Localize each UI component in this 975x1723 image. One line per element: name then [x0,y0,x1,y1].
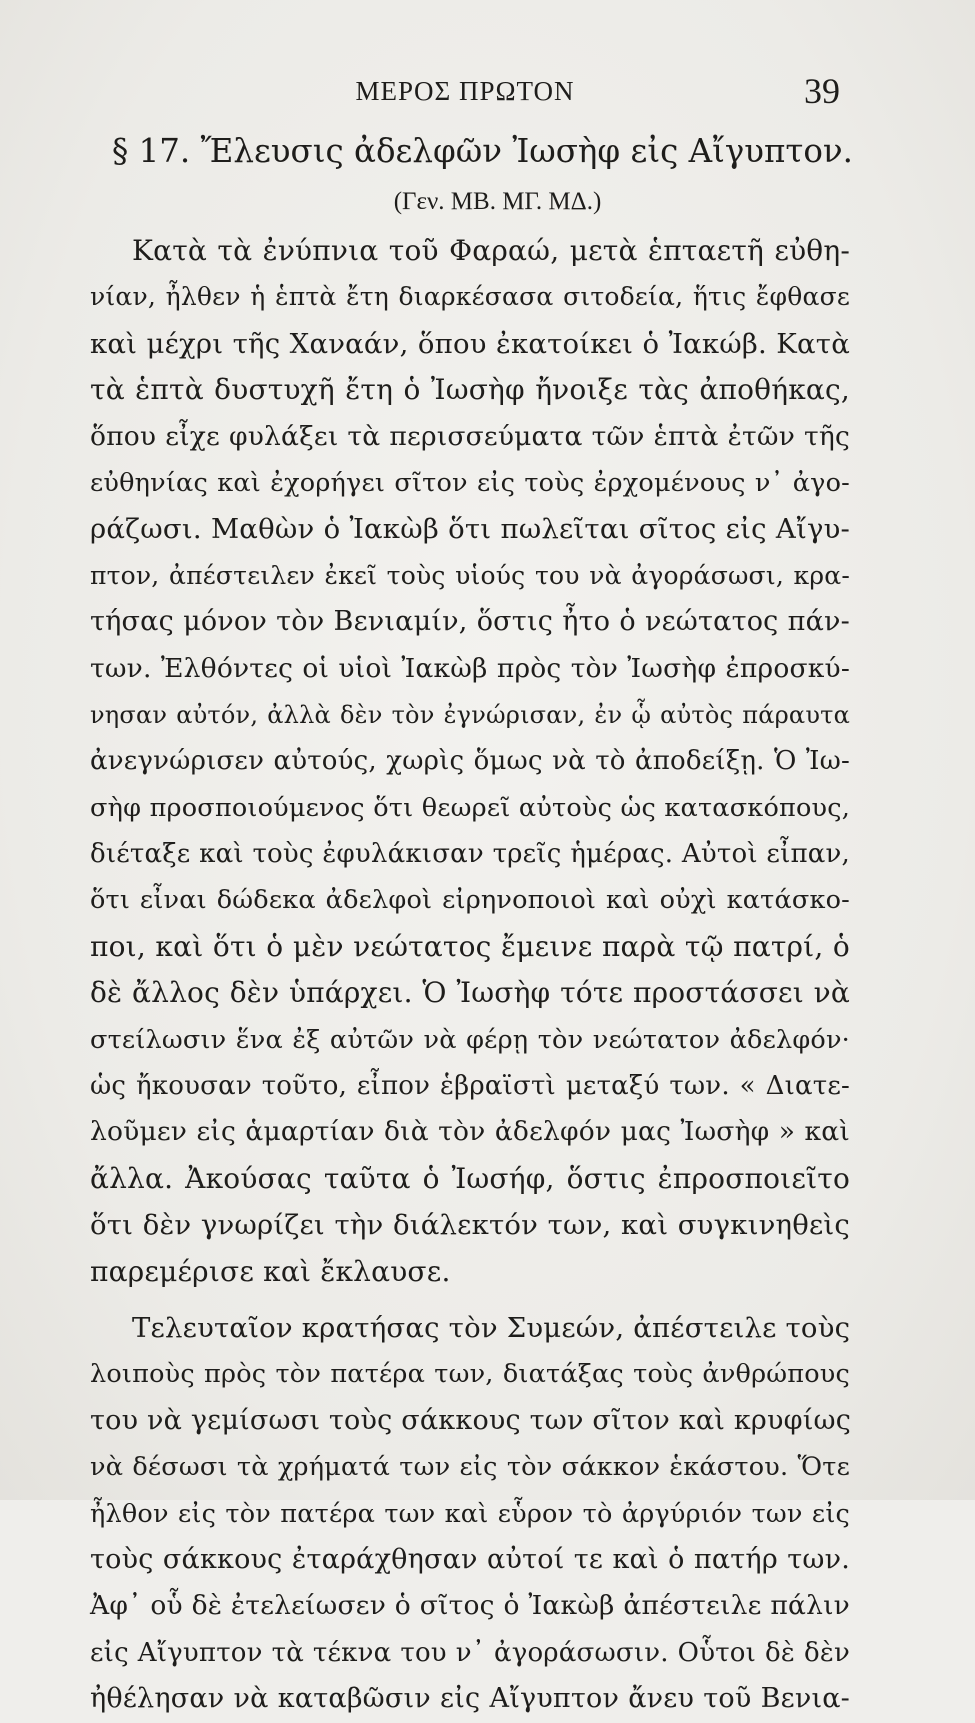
text-line: ὅτι δὲν γνωρίζει τὴν διάλεκτόν των, καὶ συγκινηθεὶς [90,1209,850,1242]
section-reference: (Γεν. ΜΒ. ΜΓ. ΜΔ.) [393,188,602,215]
text-line: των. Ἐλθόντες οἱ υἱοὶ Ἰακὼβ πρὸς τὸν Ἰωσὴφ ἐπροσκύ- [90,652,850,684]
text-line: ράζωσι. Μαθὼν ὁ Ἰακὼβ ὅτι πωλεῖται σῖτος εἰς Αἴγυ- [90,513,850,546]
text-line: του νὰ γεμίσωσι τοὺς σάκκους των σῖτον καὶ κρυφίως [90,1404,852,1436]
text-line: Ἀφ᾽ οὗ δὲ ἐτελείωσεν ὁ σῖτος ὁ Ἰακὼβ ἀπέστειλε πάλιν [90,1590,850,1622]
text-line: νίαν, ἦλθεν ἡ ἑπτὰ ἔτη διαρκέσασα σιτοδεία, ἥτις ἔφθασε [90,282,850,312]
text-line: καὶ μέχρι τῆς Χαναάν, ὅπου ἐκατοίκει ὁ Ἰακώβ. Κατὰ [90,327,850,360]
text-line: ἀνεγνώρισεν αὐτούς, χωρὶς ὅμως νὰ τὸ ἀποδείξῃ. Ὁ Ἰω- [90,746,850,777]
text-line: Κατὰ τὰ ἐνύπνια τοῦ Φαραώ, μετὰ ἑπταετῆ εὐθη- [132,234,850,267]
text-line: ὅτι εἶναι δώδεκα ἀδελφοὶ εἰρηνοποιοὶ καὶ οὐχὶ κατάσκο- [90,885,850,916]
text-line: τοὺς σάκκους ἐταράχθησαν αὐτοί τε καὶ ὁ πατήρ των. [90,1543,850,1575]
running-head [90,70,840,120]
text-line: διέταξε καὶ τοὺς ἐφυλάκισαν τρεῖς ἡμέρας. Αὐτοὶ εἶπαν, [90,839,850,870]
text-line: Τελευταῖον κρατήσας τὸν Συμεών, ἀπέστειλε τοὺς [132,1311,851,1344]
text-line: σὴφ προσποιούμενος ὅτι θεωρεῖ αὐτοὺς ὡς κατασκόπους, [90,792,850,823]
text-line: πτον, ἀπέστειλεν ἐκεῖ τοὺς υἱούς του νὰ ἀγοράσωσι, κρα- [90,560,850,590]
text-line: εἰς Αἴγυπτον τὰ τέκνα του ν᾽ ἀγοράσωσιν. Οὗτοι δὲ δὲν [90,1637,850,1668]
text-line: λοιποὺς πρὸς τὸν πατέρα των, διατάξας τοὺς ἀνθρώπους [90,1359,850,1390]
text-line: δὲ ἄλλος δὲν ὑπάρχει. Ὁ Ἰωσὴφ τότε προστάσσει νὰ [90,976,850,1010]
text-line: στείλωσιν ἕνα ἐξ αὐτῶν νὰ φέρῃ τὸν νεώτατον ἀδελφόν· [90,1024,850,1055]
text-line: ἄλλα. Ἀκούσας ταῦτα ὁ Ἰωσήφ, ὅστις ἐπροσποιεῖτο [90,1161,850,1195]
text-line: ὡς ἤκουσαν τοῦτο, εἶπον ἑβραϊστὶ μεταξύ των. « Διατε- [90,1071,850,1102]
text-line: νὰ δέσωσι τὰ χρήματά των εἰς τὸν σάκκον ἑκάστου. Ὅτε [90,1452,850,1483]
text-line: παρεμέρισε καὶ ἔκλαυσε. [90,1254,451,1288]
text-line: ἦλθον εἰς τὸν πατέρα των καὶ εὗρον τὸ ἀργύριόν των εἰς [90,1498,850,1529]
section-heading: § 17. Ἔλευσις ἀδελφῶν Ἰωσὴφ εἰς Αἴγυπτον. [112,132,853,170]
text-line: εὐθηνίας καὶ ἐχορήγει σῖτον εἰς τοὺς ἐρχομένους ν᾽ ἀγο- [90,467,850,498]
text-line: ποι, καὶ ὅτι ὁ μὲν νεώτατος ἔμεινε παρὰ τῷ πατρί, ὁ [90,929,850,963]
text-line: ὅπου εἶχε φυλάξει τὰ περισσεύματα τῶν ἑπτὰ ἐτῶν τῆς [90,420,850,452]
running-head-title: ΜΕΡΟΣ ΠΡΩΤΟΝ [355,76,575,106]
text-line: τήσας μόνον τὸν Βενιαμίν, ὅστις ἦτο ὁ νεώτατος πάν- [90,606,850,638]
text-line: νησαν αὐτόν, ἀλλὰ δὲν τὸν ἐγνώρισαν, ἐν ᾧ αὐτὸς πάραυτα [90,700,850,729]
body-text [90,228,850,1723]
page-number: 39 [804,71,840,111]
text-line: τὰ ἑπτὰ δυστυχῆ ἔτη ὁ Ἰωσὴφ ἤνοιξε τὰς ἀποθήκας, [90,373,850,407]
text-line: ἠθέλησαν νὰ καταβῶσιν εἰς Αἴγυπτον ἄνευ τοῦ Βενια- [90,1683,850,1715]
text-line: λοῦμεν εἰς ἁμαρτίαν διὰ τὸν ἀδελφόν μας Ἰωσὴφ » καὶ [90,1116,850,1148]
